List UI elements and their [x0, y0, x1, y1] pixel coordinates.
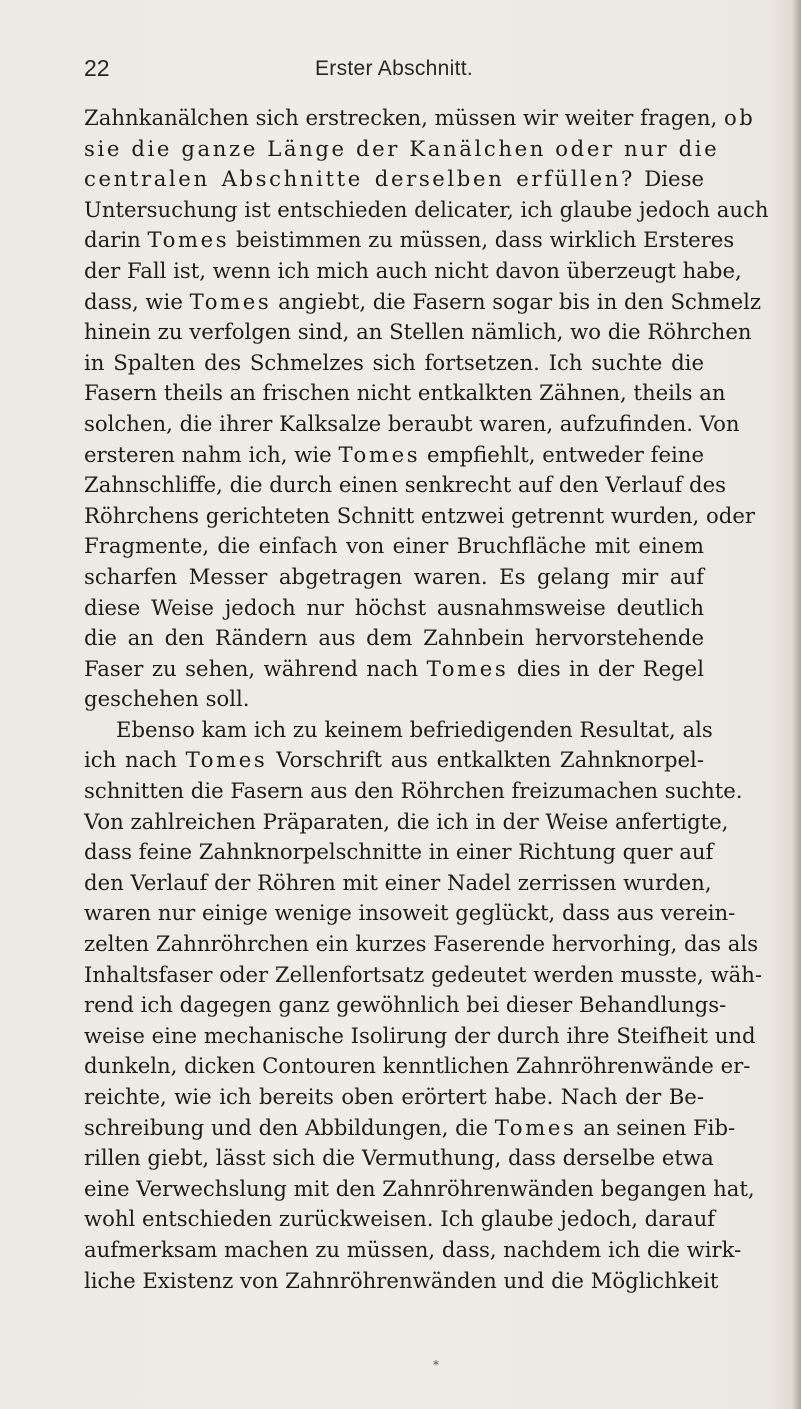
text-line: in Spalten des Schmelzes sich fortsetzen. Ich suchte die — [84, 349, 704, 375]
text-line: weise eine mechanische Isolirung der durch ihre Steifheit und — [84, 1022, 756, 1048]
text-line: Zahnschliffe, die durch einen senkrecht auf den Verlauf des — [84, 472, 727, 498]
text-line: den Verlauf der Röhren mit einer Nadel zerrissen wurden, — [84, 869, 712, 895]
text-line: Fragmente, die einfach von einer Bruchfläche mit einem — [84, 533, 704, 559]
running-title: Erster Abschnitt. — [315, 57, 473, 80]
text-line: ich nach Tomes Vorschrift aus entkalkten Zahnknorpel- — [84, 747, 704, 773]
text-line: diese Weise jedoch nur höchst ausnahmsweise deutlich — [84, 594, 704, 620]
text-line: schnitten die Fasern aus den Röhrchen freizumachen suchte. — [84, 778, 743, 804]
text-line: scharfen Messer abgetragen waren. Es gelang mir auf — [84, 563, 704, 589]
text-line: Fasern theils an frischen nicht entkalkten Zähnen, theils an — [84, 380, 726, 406]
text-line: aufmerksam machen zu müssen, dass, nachdem ich die wirk- — [84, 1236, 742, 1262]
text-line: sie die ganze Länge der Kanälchen oder nur die — [84, 135, 720, 161]
page-header — [84, 55, 704, 85]
text-line: reichte, wie ich bereits oben erörtert habe. Nach der Be- — [84, 1084, 704, 1109]
text-line: hinein zu verfolgen sind, an Stellen nämlich, wo die Röhrchen — [84, 319, 752, 345]
text-line: schreibung und den Abbildungen, die Tomes an seinen Fib- — [84, 1114, 736, 1140]
text-line: centralen Abschnitte derselben erfüllen? Diese — [84, 166, 704, 192]
text-line: dass, wie Tomes angiebt, die Fasern sogar bis in den Schmelz — [84, 288, 762, 314]
text-line: rend ich dagegen ganz gewöhnlich bei dieser Behandlungs- — [84, 992, 727, 1018]
text-line: Röhrchens gerichteten Schnitt entzwei getrennt wurden, oder — [84, 502, 755, 528]
text-line: Zahnkanälchen sich erstrecken, müssen wir weiter fragen, ob — [84, 105, 756, 130]
text-line: dunkeln, dicken Contouren kenntlichen Zahnröhrenwände er- — [84, 1053, 751, 1079]
text-line: dass feine Zahnknorpelschnitte in einer Richtung quer auf — [84, 839, 714, 865]
text-line: waren nur einige wenige insoweit geglückt, dass aus verein- — [84, 900, 736, 926]
text-line: rillen giebt, lässt sich die Vermuthung, dass derselbe etwa — [84, 1145, 714, 1171]
text-line: geschehen soll. — [84, 686, 250, 712]
text-line: ersteren nahm ich, wie Tomes empfiehlt, entweder feine — [84, 441, 704, 467]
page-number: 22 — [84, 55, 110, 81]
text-line: Faser zu sehen, während nach Tomes dies in der Regel — [84, 655, 704, 681]
text-line: wohl entschieden zurückweisen. Ich glaube jedoch, darauf — [84, 1206, 716, 1232]
printer-mark: * — [433, 1358, 439, 1372]
text-line: liche Existenz von Zahnröhrenwänden und die Möglichkeit — [84, 1267, 719, 1293]
text-line: Ebenso kam ich zu keinem befriedigenden Resultat, als — [116, 716, 713, 742]
text-line: solchen, die ihrer Kalksalze beraubt waren, aufzufinden. Von — [84, 410, 740, 436]
text-line: Untersuchung ist entschieden delicater, ich glaube jedoch auch — [84, 196, 769, 222]
text-line: darin Tomes beistimmen zu müssen, dass wirklich Ersteres — [84, 227, 735, 253]
text-line: die an den Rändern aus dem Zahnbein hervorstehende — [84, 625, 704, 651]
text-line: der Fall ist, wenn ich mich auch nicht davon überzeugt habe, — [84, 257, 742, 283]
body-text — [84, 103, 769, 1296]
page-edge-shadow — [792, 0, 801, 1409]
text-line: zelten Zahnröhrchen ein kurzes Faserende hervorhing, das als — [84, 931, 759, 957]
text-line: Von zahlreichen Präparaten, die ich in der Weise anfertigte, — [84, 808, 729, 834]
text-line: Inhaltsfaser oder Zellenfortsatz gedeutet werden musste, wäh- — [84, 961, 763, 987]
text-line: eine Verwechslung mit den Zahnröhrenwänden begangen hat, — [84, 1175, 755, 1201]
paragraph — [84, 715, 763, 1296]
paragraph — [84, 103, 769, 715]
